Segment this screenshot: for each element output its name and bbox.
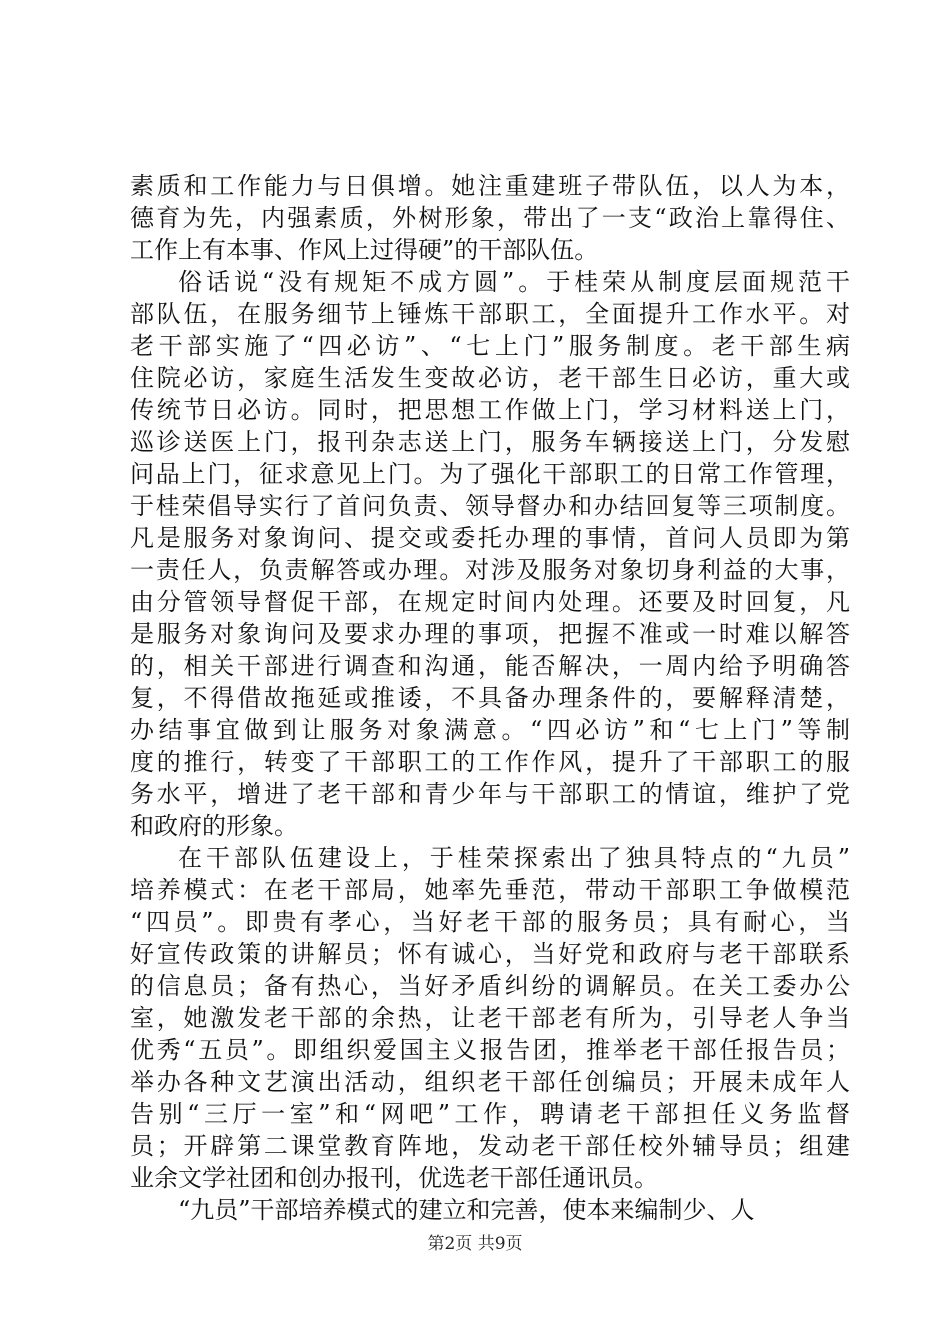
text-line: 员；开辟第二课堂教育阵地，发动老干部任校外辅导员；组建 <box>130 1132 850 1160</box>
text-line: 的，相关干部进行调查和沟通，能否解决，一周内给予明确答 <box>130 652 850 680</box>
text-line: 好宣传政策的讲解员；怀有诚心，当好党和政府与老干部联系 <box>130 940 850 968</box>
text-line: 工作上有本事、作风上过得硬”的干部队伍。 <box>130 236 599 264</box>
text-line: 一责任人，负责解答或办理。对涉及服务对象切身利益的大事， <box>130 556 850 584</box>
paragraph-first-line: “九员”干部培养模式的建立和完善，使本来编制少、人 <box>178 1196 755 1224</box>
text-line: 于桂荣倡导实行了首问负责、领导督办和办结回复等三项制度。 <box>130 492 850 520</box>
text-line: 是服务对象询问及要求办理的事项，把握不准或一时难以解答 <box>130 620 850 648</box>
text-line: 复，不得借故拖延或推诿，不具备办理条件的，要解释清楚， <box>130 684 850 712</box>
paragraph-first-line: 俗话说“没有规矩不成方圆”。于桂荣从制度层面规范干 <box>178 268 850 296</box>
text-line: 告别“三厅一室”和“网吧”工作，聘请老干部担任义务监督 <box>130 1100 850 1128</box>
text-line: 部队伍，在服务细节上锤炼干部职工，全面提升工作水平。对 <box>130 300 850 328</box>
text-line: 办结事宜做到让服务对象满意。“四必访”和“七上门”等制 <box>130 716 850 744</box>
text-line: 素质和工作能力与日俱增。她注重建班子带队伍，以人为本， <box>130 172 850 200</box>
text-line: 凡是服务对象询问、提交或委托办理的事情，首问人员即为第 <box>130 524 850 552</box>
text-line: 举办各种文艺演出活动，组织老干部任创编员；开展未成年人 <box>130 1068 850 1096</box>
text-line: 老干部实施了“四必访”、“七上门”服务制度。老干部生病 <box>130 332 850 360</box>
text-line: 和政府的形象。 <box>130 812 298 840</box>
text-line: 度的推行，转变了干部职工的工作作风，提升了干部职工的服 <box>130 748 850 776</box>
paragraph-first-line: 在干部队伍建设上，于桂荣探索出了独具特点的“九员” <box>178 844 850 872</box>
text-line: 室，她激发老干部的余热，让老干部老有所为，引导老人争当 <box>130 1004 850 1032</box>
text-line: 由分管领导督促干部，在规定时间内处理。还要及时回复，凡 <box>130 588 850 616</box>
text-line: 问品上门，征求意见上门。为了强化干部职工的日常工作管理， <box>130 460 850 488</box>
text-line: 优秀“五员”。即组织爱国主义报告团，推举老干部任报告员； <box>130 1036 850 1064</box>
text-line: 的信息员；备有热心，当好矛盾纠纷的调解员。在关工委办公 <box>130 972 850 1000</box>
text-line: “四员”。即贵有孝心，当好老干部的服务员；具有耐心，当 <box>130 908 850 936</box>
text-line: 传统节日必访。同时，把思想工作做上门，学习材料送上门， <box>130 396 850 424</box>
text-line: 德育为先，内强素质，外树形象，带出了一支“政治上靠得住、 <box>130 204 850 232</box>
body-text <box>130 170 850 1226</box>
text-line: 住院必访，家庭生活发生变故必访，老干部生日必访，重大或 <box>130 364 850 392</box>
text-line: 巡诊送医上门，报刊杂志送上门，服务车辆接送上门，分发慰 <box>130 428 850 456</box>
text-line: 务水平，增进了老干部和青少年与干部职工的情谊，维护了党 <box>130 780 850 808</box>
text-line: 业余文学社团和创办报刊，优选老干部任通讯员。 <box>130 1164 658 1192</box>
page-number-footer: 第2页 共9页 <box>427 1234 523 1254</box>
text-line: 培养模式：在老干部局，她率先垂范，带动干部职工争做模范 <box>130 876 850 904</box>
